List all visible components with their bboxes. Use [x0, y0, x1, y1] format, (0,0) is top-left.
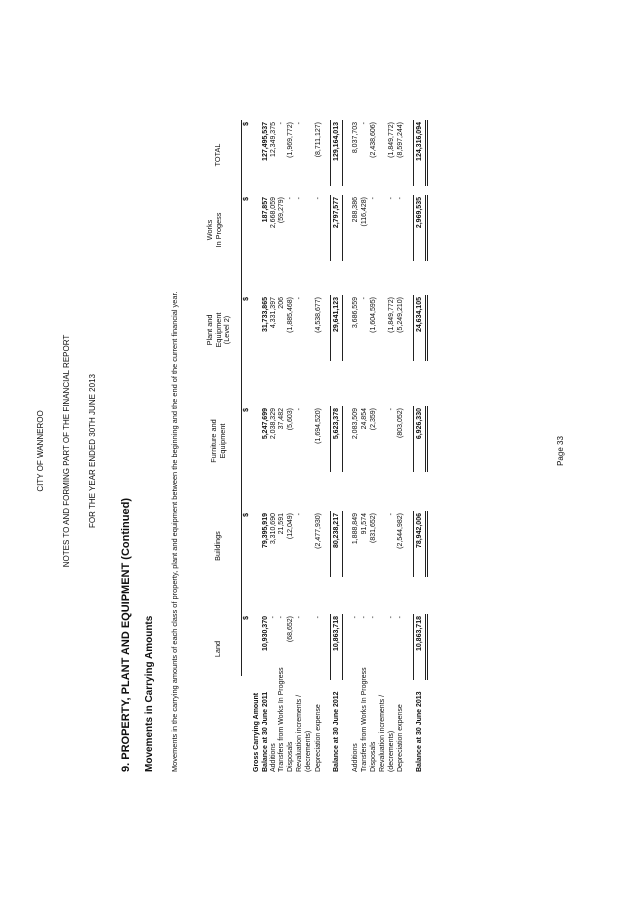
row-label: (decrements) — [305, 730, 312, 772]
table-cell: 12,349,375 — [270, 122, 277, 158]
total-rule — [413, 195, 414, 261]
column-header: Buildings — [213, 531, 222, 561]
table-cell: - — [296, 122, 303, 125]
table-cell: (1,694,520) — [315, 408, 322, 444]
column-header: Furniture and Equipment — [209, 419, 227, 463]
row-label: Additions — [352, 743, 359, 772]
table-cell: 206 — [278, 297, 285, 309]
row-label: Additions — [270, 743, 277, 772]
table-cell: - — [361, 616, 368, 619]
column-header: TOTAL — [213, 143, 222, 167]
total-rule — [413, 614, 414, 680]
column-header: Plant and Equipment (Level 2) — [205, 312, 231, 348]
table-cell: (2,544,982) — [397, 513, 404, 549]
table-cell: 3,686,559 — [352, 297, 359, 329]
table-cell: (831,652) — [370, 513, 377, 543]
table-cell: 24,854 — [361, 408, 368, 430]
table-cell: 5,623,378 — [333, 408, 340, 440]
total-rule — [342, 195, 343, 261]
header-rule — [241, 120, 242, 676]
table-cell: 3,310,690 — [270, 513, 277, 545]
table-cell: - — [287, 197, 294, 200]
column-unit: $ — [243, 513, 250, 517]
table-cell: 124,316,094 — [416, 122, 423, 161]
table-cell: (1,969,772) — [287, 122, 294, 158]
total-rule — [330, 120, 331, 186]
table-cell: (59,279) — [278, 197, 285, 224]
table-cell: - — [296, 408, 303, 411]
report-period: FOR THE YEAR ENDED 30TH JUNE 2013 — [88, 374, 97, 528]
total-rule — [342, 406, 343, 472]
table-cell: 37,482 — [278, 408, 285, 430]
table-cell: 21,591 — [278, 513, 285, 535]
column-unit: $ — [243, 197, 250, 201]
table-cell: - — [388, 197, 395, 200]
table-cell: - — [388, 616, 395, 619]
table-cell: (5,249,210) — [397, 297, 404, 333]
row-label: Transfers from Works In Progress — [278, 667, 285, 772]
report-title: NOTES TO AND FORMING PART OF THE FINANCIAL REPORT — [62, 334, 71, 568]
total-rule — [413, 511, 414, 577]
total-rule — [425, 614, 428, 680]
total-rule — [330, 511, 331, 577]
column-unit: $ — [243, 616, 250, 620]
table-cell: - — [352, 616, 359, 619]
row-label: Gross Carrying Amount — [253, 692, 260, 772]
table-cell: 10,930,370 — [262, 616, 269, 652]
table-cell: (5,603) — [287, 408, 294, 431]
table-cell: - — [370, 616, 377, 619]
table-cell: 187,857 — [262, 197, 269, 223]
table-cell: - — [278, 122, 285, 125]
total-rule — [425, 295, 428, 361]
section-title: 9. PROPERTY, PLANT AND EQUIPMENT (Continued) — [120, 498, 132, 772]
table-cell: - — [278, 616, 285, 619]
table-cell: (8,711,127) — [315, 122, 322, 158]
row-label: Balance at 30 June 2011 — [262, 691, 269, 772]
column-unit: $ — [243, 297, 250, 301]
table-cell: 129,164,013 — [333, 122, 340, 161]
total-rule — [342, 295, 343, 361]
table-cell: - — [388, 408, 395, 411]
table-cell: - — [370, 197, 377, 200]
table-cell: 24,634,105 — [416, 297, 423, 333]
table-cell: 2,668,059 — [270, 197, 277, 229]
total-rule — [425, 195, 428, 261]
table-cell: - — [361, 297, 368, 300]
table-cell: - — [397, 197, 404, 200]
total-rule — [342, 511, 343, 577]
row-label: Depreciation expense — [315, 704, 322, 772]
table-cell: (2,477,930) — [315, 513, 322, 549]
row-label: Balance at 30 June 2012 — [333, 691, 340, 772]
table-cell: 91,574 — [361, 513, 368, 535]
table-cell: - — [315, 616, 322, 619]
total-rule — [330, 195, 331, 261]
table-cell: (803,052) — [397, 408, 404, 438]
table-cell: - — [361, 122, 368, 125]
table-cell: (1,604,595) — [370, 297, 377, 333]
table-cell: (68,652) — [287, 616, 294, 643]
page-number: Page 33 — [556, 436, 565, 466]
row-label: Transfers from Works In Progress — [361, 667, 368, 772]
total-rule — [330, 614, 331, 680]
total-rule — [413, 406, 414, 472]
table-cell: 78,942,006 — [416, 513, 423, 549]
table-cell: (1,849,772) — [388, 122, 395, 158]
table-cell: (116,428) — [361, 197, 368, 227]
table-cell: (4,538,677) — [315, 297, 322, 333]
row-label: Balance at 30 June 2013 — [416, 691, 423, 772]
table-cell: 10,863,718 — [416, 616, 423, 652]
column-unit: $ — [243, 122, 250, 126]
table-cell: 80,238,217 — [333, 513, 340, 549]
table-cell: 1,888,849 — [352, 513, 359, 545]
total-rule — [413, 120, 414, 186]
table-cell: (1,885,468) — [287, 297, 294, 333]
org-name: CITY OF WANNEROO — [36, 410, 45, 492]
row-label: Revaluation increments / — [296, 694, 303, 772]
table-cell: 4,331,397 — [270, 297, 277, 329]
total-rule — [330, 406, 331, 472]
table-cell: 2,038,329 — [270, 408, 277, 440]
total-rule — [425, 511, 428, 577]
total-rule — [413, 295, 414, 361]
table-cell: - — [296, 616, 303, 619]
table-cell: 2,797,577 — [333, 197, 340, 229]
total-rule — [330, 295, 331, 361]
table-cell: 29,641,123 — [333, 297, 340, 333]
table-cell: 5,247,699 — [262, 408, 269, 440]
table-cell: (1,849,772) — [388, 297, 395, 333]
table-cell: (8,597,244) — [397, 122, 404, 158]
section-intro: Movements in the carrying amounts of each class of property, plant and equipment between the beginning and the end of the current financial year. — [170, 291, 179, 772]
table-cell: (12,049) — [287, 513, 294, 540]
table-cell: - — [270, 616, 277, 619]
column-unit: $ — [243, 408, 250, 412]
row-label: Disposals — [287, 741, 294, 772]
table-cell: 2,083,509 — [352, 408, 359, 440]
table-cell: 288,386 — [352, 197, 359, 223]
table-cell: 31,733,865 — [262, 297, 269, 333]
column-header: Works In Progess — [205, 212, 223, 248]
table-cell: 2,969,535 — [416, 197, 423, 229]
table-cell: - — [296, 513, 303, 516]
table-cell: 8,037,703 — [352, 122, 359, 154]
table-cell: - — [397, 616, 404, 619]
table-cell: - — [315, 197, 322, 200]
table-cell: - — [296, 197, 303, 200]
row-label: Depreciation expense — [397, 704, 404, 772]
row-label: (decrements) — [388, 730, 395, 772]
table-cell: - — [388, 513, 395, 516]
table-cell: (2,359) — [370, 408, 377, 431]
section-subtitle: Movements in Carrying Amounts — [144, 615, 155, 772]
row-label: Disposals — [370, 741, 377, 772]
total-rule — [425, 120, 428, 186]
total-rule — [342, 120, 343, 186]
table-cell: 10,863,718 — [333, 616, 340, 652]
table-cell: 6,926,330 — [416, 408, 423, 440]
column-header: Land — [213, 640, 222, 658]
table-cell: (2,438,606) — [370, 122, 377, 158]
row-label: Revaluation increments / — [379, 694, 386, 772]
table-cell: 79,395,919 — [262, 513, 269, 549]
table-cell: 127,495,537 — [262, 122, 269, 161]
table-cell: - — [296, 297, 303, 300]
total-rule — [342, 614, 343, 680]
total-rule — [425, 406, 428, 472]
